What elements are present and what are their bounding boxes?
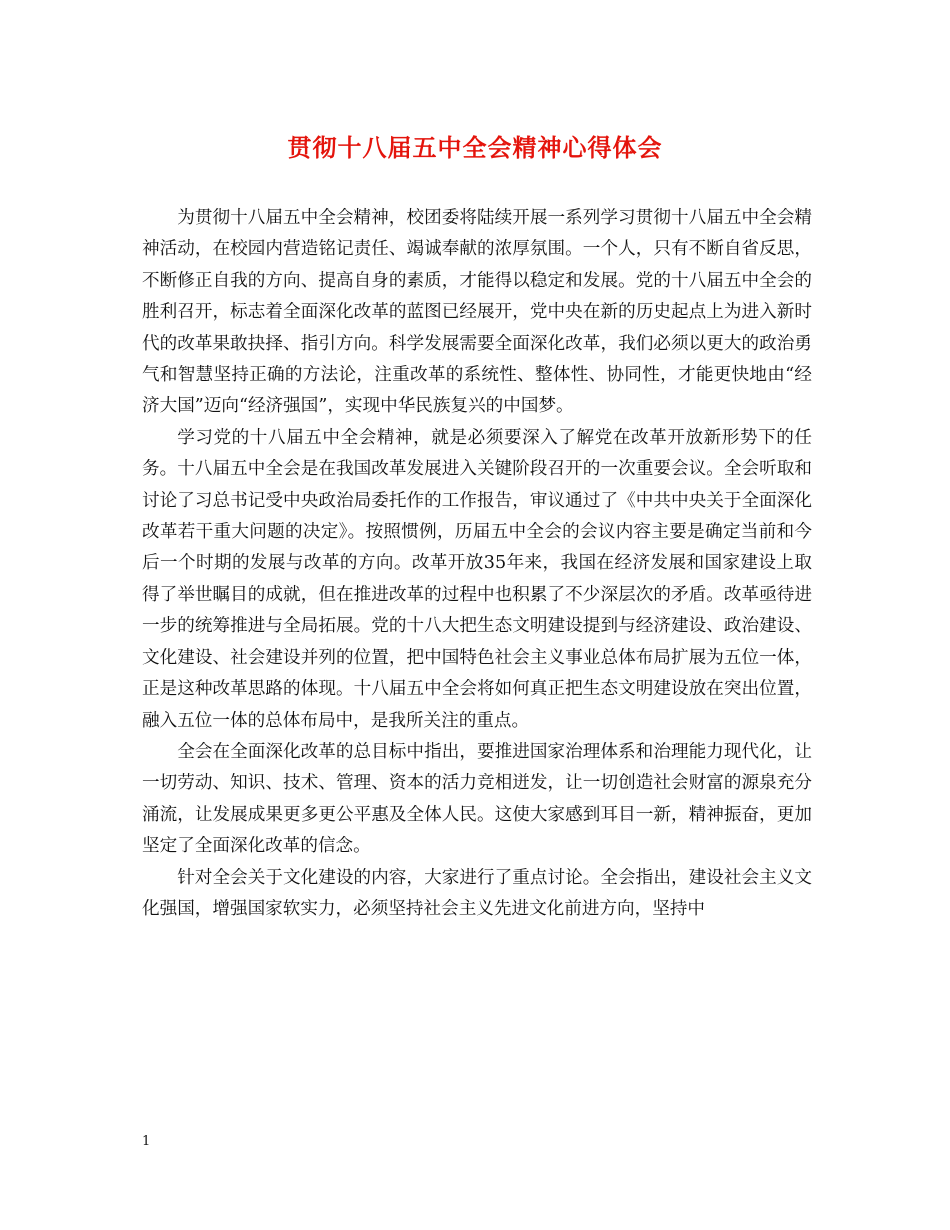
document-title: 贯彻十八届五中全会精神心得体会 [287,133,663,162]
paragraph-1: 为贯彻十八届五中全会精神，校团委将陆续开展一系列学习贯彻十八届五中全会精神活动，在校园内营造铭记责任、竭诚奉献的浓厚氛围。一个人，只有不断自省反思，不断修正自我的方向、提高自身的素质，才能得以稳定和发展。党的十八届五中全会的胜利召开，标志着全面深化改革的蓝图已经展开，党中央在新的历史起点上为进入新时代的改革果敢抉择、指引方向。科学发展需要全面深化改革，我们必须以更大的政治勇气和智慧坚持正确的方法论，注重改革的系统性、整体性、协同性，才能更快地由“经济大国”迈向“经济强国”，实现中华民族复兴的中国梦。 [142,208,812,417]
paragraph-4: 针对全会关于文化建设的内容，大家进行了重点讨论。全会指出，建设社会主义文化强国，增强国家软实力，必须坚持社会主义先进文化前进方向，坚持中 [142,867,812,919]
page-number: 1 [142,1134,151,1149]
paragraph-3: 全会在全面深化改革的总目标中指出，要推进国家治理体系和治理能力现代化，让一切劳动、知识、技术、管理、资本的活力竞相迸发，让一切创造社会财富的源泉充分涌流，让发展成果更多更公平惠及全体人民。这使大家感到耳目一新，精神振奋，更加坚定了全面深化改革的信念。 [142,741,812,857]
document-body [142,203,812,925]
paragraph-2: 学习党的十八届五中全会精神，就是必须要深入了解党在改革开放新形势下的任务。十八届五中全会是在我国改革发展进入关键阶段召开的一次重要会议。全会听取和讨论了习总书记受中央政治局委托作的工作报告，审议通过了《中共中央关于全面深化改革若干重大问题的决定》。按照惯例，历届五中全会的会议内容主要是确定当前和今后一个时期的发展与改革的方向。改革开放35年来，我国在经济发展和国家建设上取得了举世瞩目的成就，但在推进改革的过程中也积累了不少深层次的矛盾。改革亟待进一步的统筹推进与全局拓展。党的十八大把生态文明建设提到与经济建设、政治建设、文化建设、社会建设并列的位置，把中国特色社会主义事业总体布局扩展为五位一体，正是这种改革思路的体现。十八届五中全会将如何真正把生态文明建设放在突出位置，融入五位一体的总体布局中，是我所关注的重点。 [142,427,812,731]
